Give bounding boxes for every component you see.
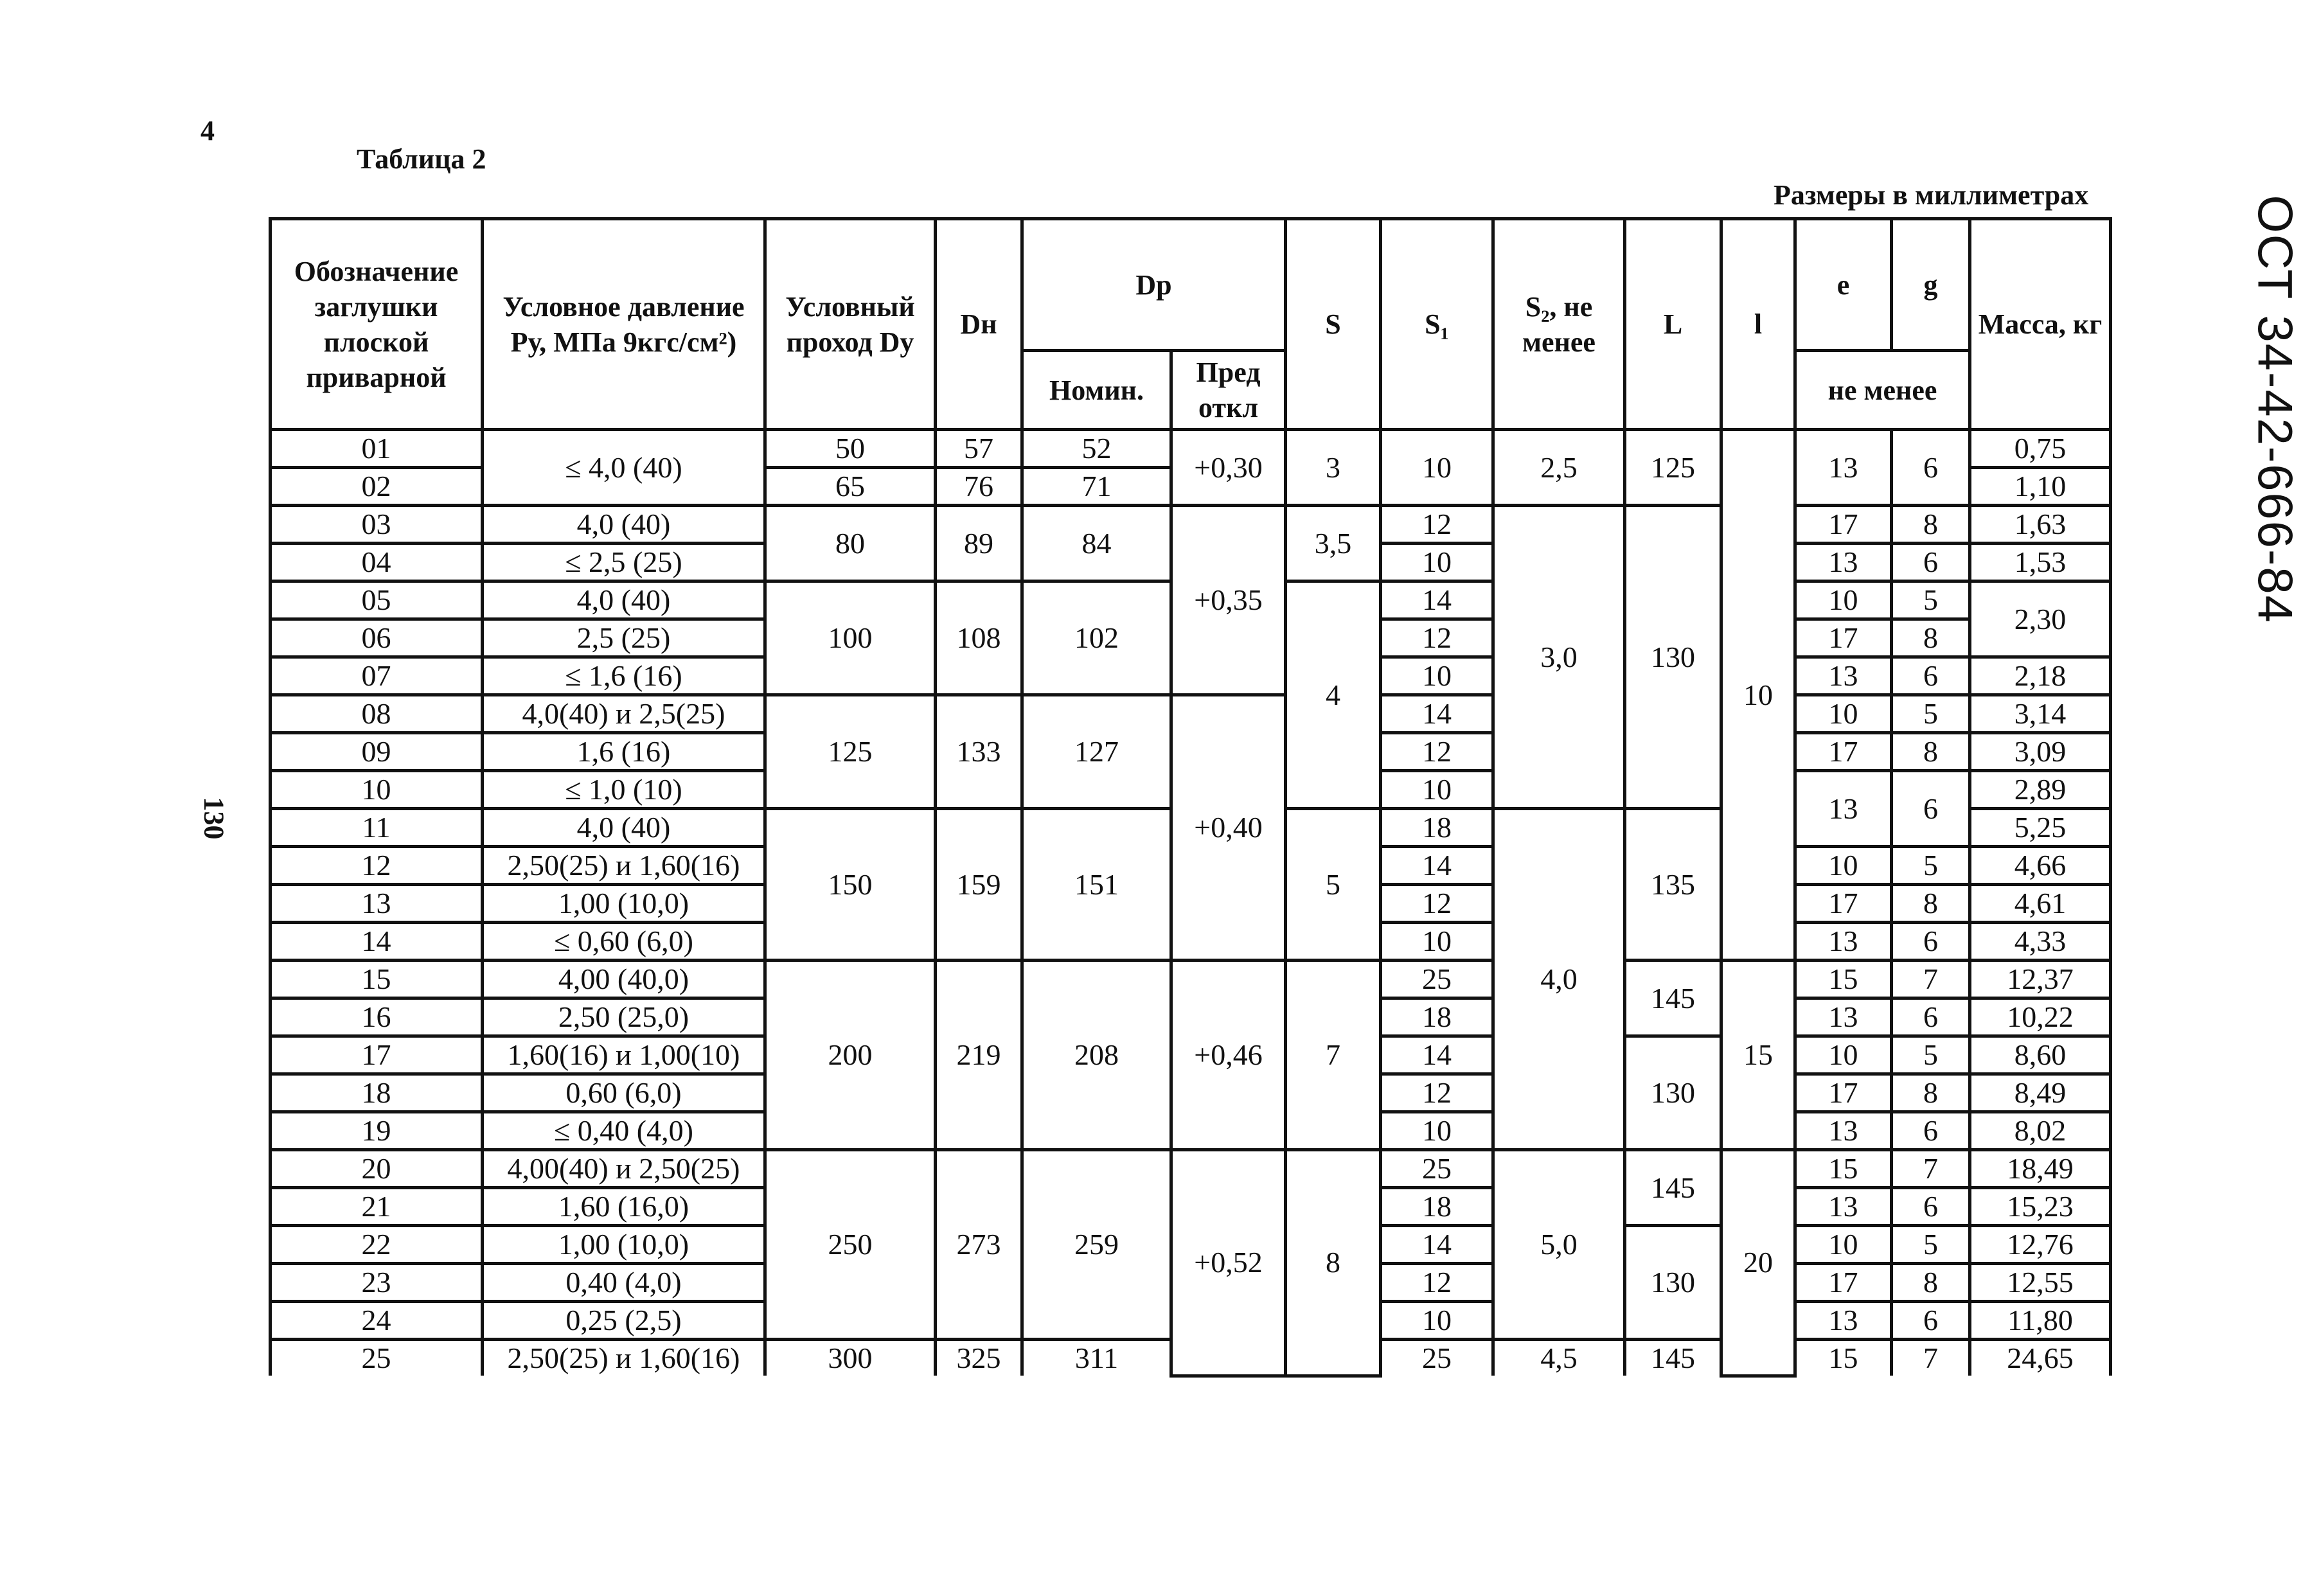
header-e: e [1795,219,1892,351]
pressure-cell: 2,50(25) и 1,60(16) [483,847,765,885]
s1-cell: 10 [1381,657,1493,695]
table-row [271,430,2111,468]
e-cell: 10 [1795,695,1892,733]
header-dp-nom: Номин. [1022,351,1171,430]
header-L: L [1625,219,1721,430]
g-cell: 6 [1892,998,1970,1036]
pressure-cell: 2,5 (25) [483,619,765,657]
designation-cell: 21 [271,1188,483,1226]
designation-cell: 20 [271,1150,483,1188]
designation-cell: 25 [271,1340,483,1376]
deviation-cell: +0,46 [1171,961,1286,1150]
dp-cell: 71 [1022,468,1171,506]
bore-cell: 50 [765,430,936,468]
s1-cell: 25 [1381,1150,1493,1188]
designation-cell: 04 [271,544,483,581]
mass-cell: 11,80 [1970,1302,2111,1340]
table-row [271,961,2111,998]
s2-cell: 4,0 [1493,809,1625,1150]
mass-cell: 8,49 [1970,1074,2111,1112]
designation-cell: 06 [271,619,483,657]
header-s2: S₂, не менее [1493,219,1625,430]
dp-cell: 208 [1022,961,1171,1150]
dn-cell: 273 [936,1150,1022,1340]
l-cell: 15 [1721,961,1795,1150]
deviation-cell: +0,35 [1171,506,1286,695]
s2-cell: 2,5 [1493,430,1625,506]
table-title: Таблица 2 [357,143,486,175]
pressure-cell: 0,40 (4,0) [483,1264,765,1302]
mass-cell: 4,66 [1970,847,2111,885]
header-eg-note: не менее [1795,351,1970,430]
e-cell: 13 [1795,1112,1892,1150]
mass-cell: 12,76 [1970,1226,2111,1264]
s2-cell: 5,0 [1493,1150,1625,1340]
s1-cell: 12 [1381,619,1493,657]
g-cell: 7 [1892,1150,1970,1188]
deviation-cell: +0,40 [1171,695,1286,961]
s1-cell: 14 [1381,1226,1493,1264]
g-cell: 6 [1892,1302,1970,1340]
e-cell: 17 [1795,885,1892,923]
header-s1: S₁ [1381,219,1493,430]
designation-cell: 01 [271,430,483,468]
e-cell: 13 [1795,1188,1892,1226]
L-cell: 145 [1625,1150,1721,1226]
pressure-cell: 2,50 (25,0) [483,998,765,1036]
l-cell: 20 [1721,1150,1795,1376]
designation-cell: 17 [271,1036,483,1074]
s1-cell: 12 [1381,506,1493,544]
bore-cell: 250 [765,1150,936,1340]
table-row [271,506,2111,544]
s-cell: 3 [1286,430,1381,506]
designation-cell: 02 [271,468,483,506]
l-cell: 10 [1721,430,1795,961]
s1-cell: 12 [1381,733,1493,771]
header-designation: Обозначение заглушки плоской приварной [271,219,483,430]
designation-cell: 24 [271,1302,483,1340]
mass-cell: 18,49 [1970,1150,2111,1188]
pressure-cell: 4,0 (40) [483,506,765,544]
e-cell: 13 [1795,544,1892,581]
dp-cell: 259 [1022,1150,1171,1340]
header-dp-dev: Пред откл [1171,351,1286,430]
g-cell: 8 [1892,619,1970,657]
pressure-cell: ≤ 2,5 (25) [483,544,765,581]
pressure-cell: 2,50(25) и 1,60(16) [483,1340,765,1376]
bore-cell: 150 [765,809,936,961]
header-dp: Dр [1022,219,1286,351]
bore-cell: 100 [765,581,936,695]
s1-cell: 14 [1381,581,1493,619]
e-cell: 13 [1795,771,1892,847]
dp-cell: 52 [1022,430,1171,468]
designation-cell: 22 [271,1226,483,1264]
e-cell: 13 [1795,1302,1892,1340]
e-cell: 17 [1795,1264,1892,1302]
pressure-cell: ≤ 4,0 (40) [483,430,765,506]
mass-cell: 1,53 [1970,544,2111,581]
s-cell: 4 [1286,581,1381,809]
g-cell: 8 [1892,885,1970,923]
designation-cell: 10 [271,771,483,809]
pressure-cell: 0,25 (2,5) [483,1302,765,1340]
L-cell: 125 [1625,430,1721,506]
pressure-cell: ≤ 1,6 (16) [483,657,765,695]
mass-cell: 2,18 [1970,657,2111,695]
s1-cell: 12 [1381,885,1493,923]
mass-cell: 3,14 [1970,695,2111,733]
g-cell: 8 [1892,506,1970,544]
pressure-cell: 1,6 (16) [483,733,765,771]
g-cell: 6 [1892,544,1970,581]
header-dn: Dн [936,219,1022,430]
units-note: Размеры в миллиметрах [1774,179,2089,211]
g-cell: 5 [1892,581,1970,619]
mass-cell: 8,60 [1970,1036,2111,1074]
e-cell: 10 [1795,1226,1892,1264]
L-cell: 130 [1625,1226,1721,1340]
s1-cell: 10 [1381,1112,1493,1150]
dn-cell: 219 [936,961,1022,1150]
g-cell: 5 [1892,695,1970,733]
e-cell: 13 [1795,998,1892,1036]
designation-cell: 18 [271,1074,483,1112]
s2-cell: 3,0 [1493,506,1625,809]
mass-cell: 2,30 [1970,581,2111,657]
s-cell: 8 [1286,1150,1381,1376]
e-cell: 17 [1795,619,1892,657]
dn-cell: 133 [936,695,1022,809]
s1-cell: 14 [1381,695,1493,733]
s1-cell: 10 [1381,771,1493,809]
L-cell: 145 [1625,1340,1721,1376]
g-cell: 6 [1892,771,1970,847]
e-cell: 17 [1795,733,1892,771]
e-cell: 10 [1795,581,1892,619]
g-cell: 6 [1892,657,1970,695]
pressure-cell: ≤ 0,40 (4,0) [483,1112,765,1150]
e-cell: 13 [1795,657,1892,695]
dn-cell: 89 [936,506,1022,581]
page-number: 130 [198,797,230,840]
designation-cell: 09 [271,733,483,771]
bore-cell: 65 [765,468,936,506]
g-cell: 5 [1892,1036,1970,1074]
document-code: ОСТ 34-42-666-84 [2247,195,2302,624]
bore-cell: 300 [765,1340,936,1376]
dp-cell: 102 [1022,581,1171,695]
mass-cell: 8,02 [1970,1112,2111,1150]
pressure-cell: 4,00 (40,0) [483,961,765,998]
mass-cell: 2,89 [1970,771,2111,809]
bore-cell: 125 [765,695,936,809]
e-cell: 10 [1795,847,1892,885]
designation-cell: 13 [271,885,483,923]
header-pressure: Условное давление Ру, МПа 9кгс/см²) [483,219,765,430]
designation-cell: 19 [271,1112,483,1150]
s1-cell: 10 [1381,923,1493,961]
e-cell: 17 [1795,506,1892,544]
e-cell: 17 [1795,1074,1892,1112]
designation-cell: 15 [271,961,483,998]
g-cell: 8 [1892,733,1970,771]
dn-cell: 76 [936,468,1022,506]
dp-cell: 127 [1022,695,1171,809]
designation-cell: 07 [271,657,483,695]
designation-cell: 16 [271,998,483,1036]
g-cell: 5 [1892,1226,1970,1264]
s1-cell: 12 [1381,1074,1493,1112]
header-bore: Условный проход Dy [765,219,936,430]
pressure-cell: 0,60 (6,0) [483,1074,765,1112]
pressure-cell: 4,00(40) и 2,50(25) [483,1150,765,1188]
s2-cell: 4,5 [1493,1340,1625,1376]
dp-cell: 151 [1022,809,1171,961]
e-cell: 15 [1795,961,1892,998]
s1-cell: 14 [1381,847,1493,885]
designation-cell: 03 [271,506,483,544]
dimensions-table [269,217,2112,1378]
s-cell: 5 [1286,809,1381,961]
dp-cell: 84 [1022,506,1171,581]
mass-cell: 1,63 [1970,506,2111,544]
designation-cell: 08 [271,695,483,733]
header-s: S [1286,219,1381,430]
L-cell: 135 [1625,809,1721,961]
designation-cell: 23 [271,1264,483,1302]
s1-cell: 10 [1381,430,1493,506]
dn-cell: 57 [936,430,1022,468]
mass-cell: 4,61 [1970,885,2111,923]
pressure-cell: ≤ 1,0 (10) [483,771,765,809]
s-cell: 7 [1286,961,1381,1150]
s-cell: 3,5 [1286,506,1381,581]
designation-cell: 11 [271,809,483,847]
s1-cell: 18 [1381,809,1493,847]
s1-cell: 10 [1381,544,1493,581]
pressure-cell: 1,00 (10,0) [483,1226,765,1264]
L-cell: 130 [1625,1036,1721,1150]
g-cell: 6 [1892,923,1970,961]
mass-cell: 12,37 [1970,961,2111,998]
table-row [271,695,2111,733]
g-cell: 8 [1892,1074,1970,1112]
pressure-cell: 4,0(40) и 2,5(25) [483,695,765,733]
mass-cell: 10,22 [1970,998,2111,1036]
header-l: l [1721,219,1795,430]
pressure-cell: 1,00 (10,0) [483,885,765,923]
pressure-cell: ≤ 0,60 (6,0) [483,923,765,961]
e-cell: 13 [1795,430,1892,506]
e-cell: 10 [1795,1036,1892,1074]
designation-cell: 14 [271,923,483,961]
s1-cell: 18 [1381,998,1493,1036]
g-cell: 6 [1892,1112,1970,1150]
designation-cell: 12 [271,847,483,885]
page-mark: 4 [200,115,215,146]
dn-cell: 159 [936,809,1022,961]
pressure-cell: 4,0 (40) [483,581,765,619]
dn-cell: 325 [936,1340,1022,1376]
s1-cell: 25 [1381,1340,1493,1376]
g-cell: 7 [1892,961,1970,998]
s1-cell: 18 [1381,1188,1493,1226]
s1-cell: 25 [1381,961,1493,998]
deviation-cell: +0,30 [1171,430,1286,506]
mass-cell: 4,33 [1970,923,2111,961]
s1-cell: 12 [1381,1264,1493,1302]
g-cell: 7 [1892,1340,1970,1376]
g-cell: 6 [1892,430,1970,506]
header-mass: Масса, кг [1970,219,2111,430]
mass-cell: 15,23 [1970,1188,2111,1226]
s1-cell: 10 [1381,1302,1493,1340]
deviation-cell: +0,52 [1171,1150,1286,1376]
mass-cell: 3,09 [1970,733,2111,771]
mass-cell: 1,10 [1970,468,2111,506]
header-g: g [1892,219,1970,351]
designation-cell: 05 [271,581,483,619]
g-cell: 5 [1892,847,1970,885]
pressure-cell: 1,60 (16,0) [483,1188,765,1226]
e-cell: 13 [1795,923,1892,961]
dn-cell: 108 [936,581,1022,695]
mass-cell: 5,25 [1970,809,2111,847]
mass-cell: 24,65 [1970,1340,2111,1376]
bore-cell: 80 [765,506,936,581]
table-row [271,1150,2111,1188]
g-cell: 8 [1892,1264,1970,1302]
dp-cell: 311 [1022,1340,1171,1376]
bore-cell: 200 [765,961,936,1150]
L-cell: 145 [1625,961,1721,1036]
pressure-cell: 4,0 (40) [483,809,765,847]
L-cell: 130 [1625,506,1721,809]
e-cell: 15 [1795,1340,1892,1376]
mass-cell: 0,75 [1970,430,2111,468]
s1-cell: 14 [1381,1036,1493,1074]
mass-cell: 12,55 [1970,1264,2111,1302]
e-cell: 15 [1795,1150,1892,1188]
pressure-cell: 1,60(16) и 1,00(10) [483,1036,765,1074]
g-cell: 6 [1892,1188,1970,1226]
